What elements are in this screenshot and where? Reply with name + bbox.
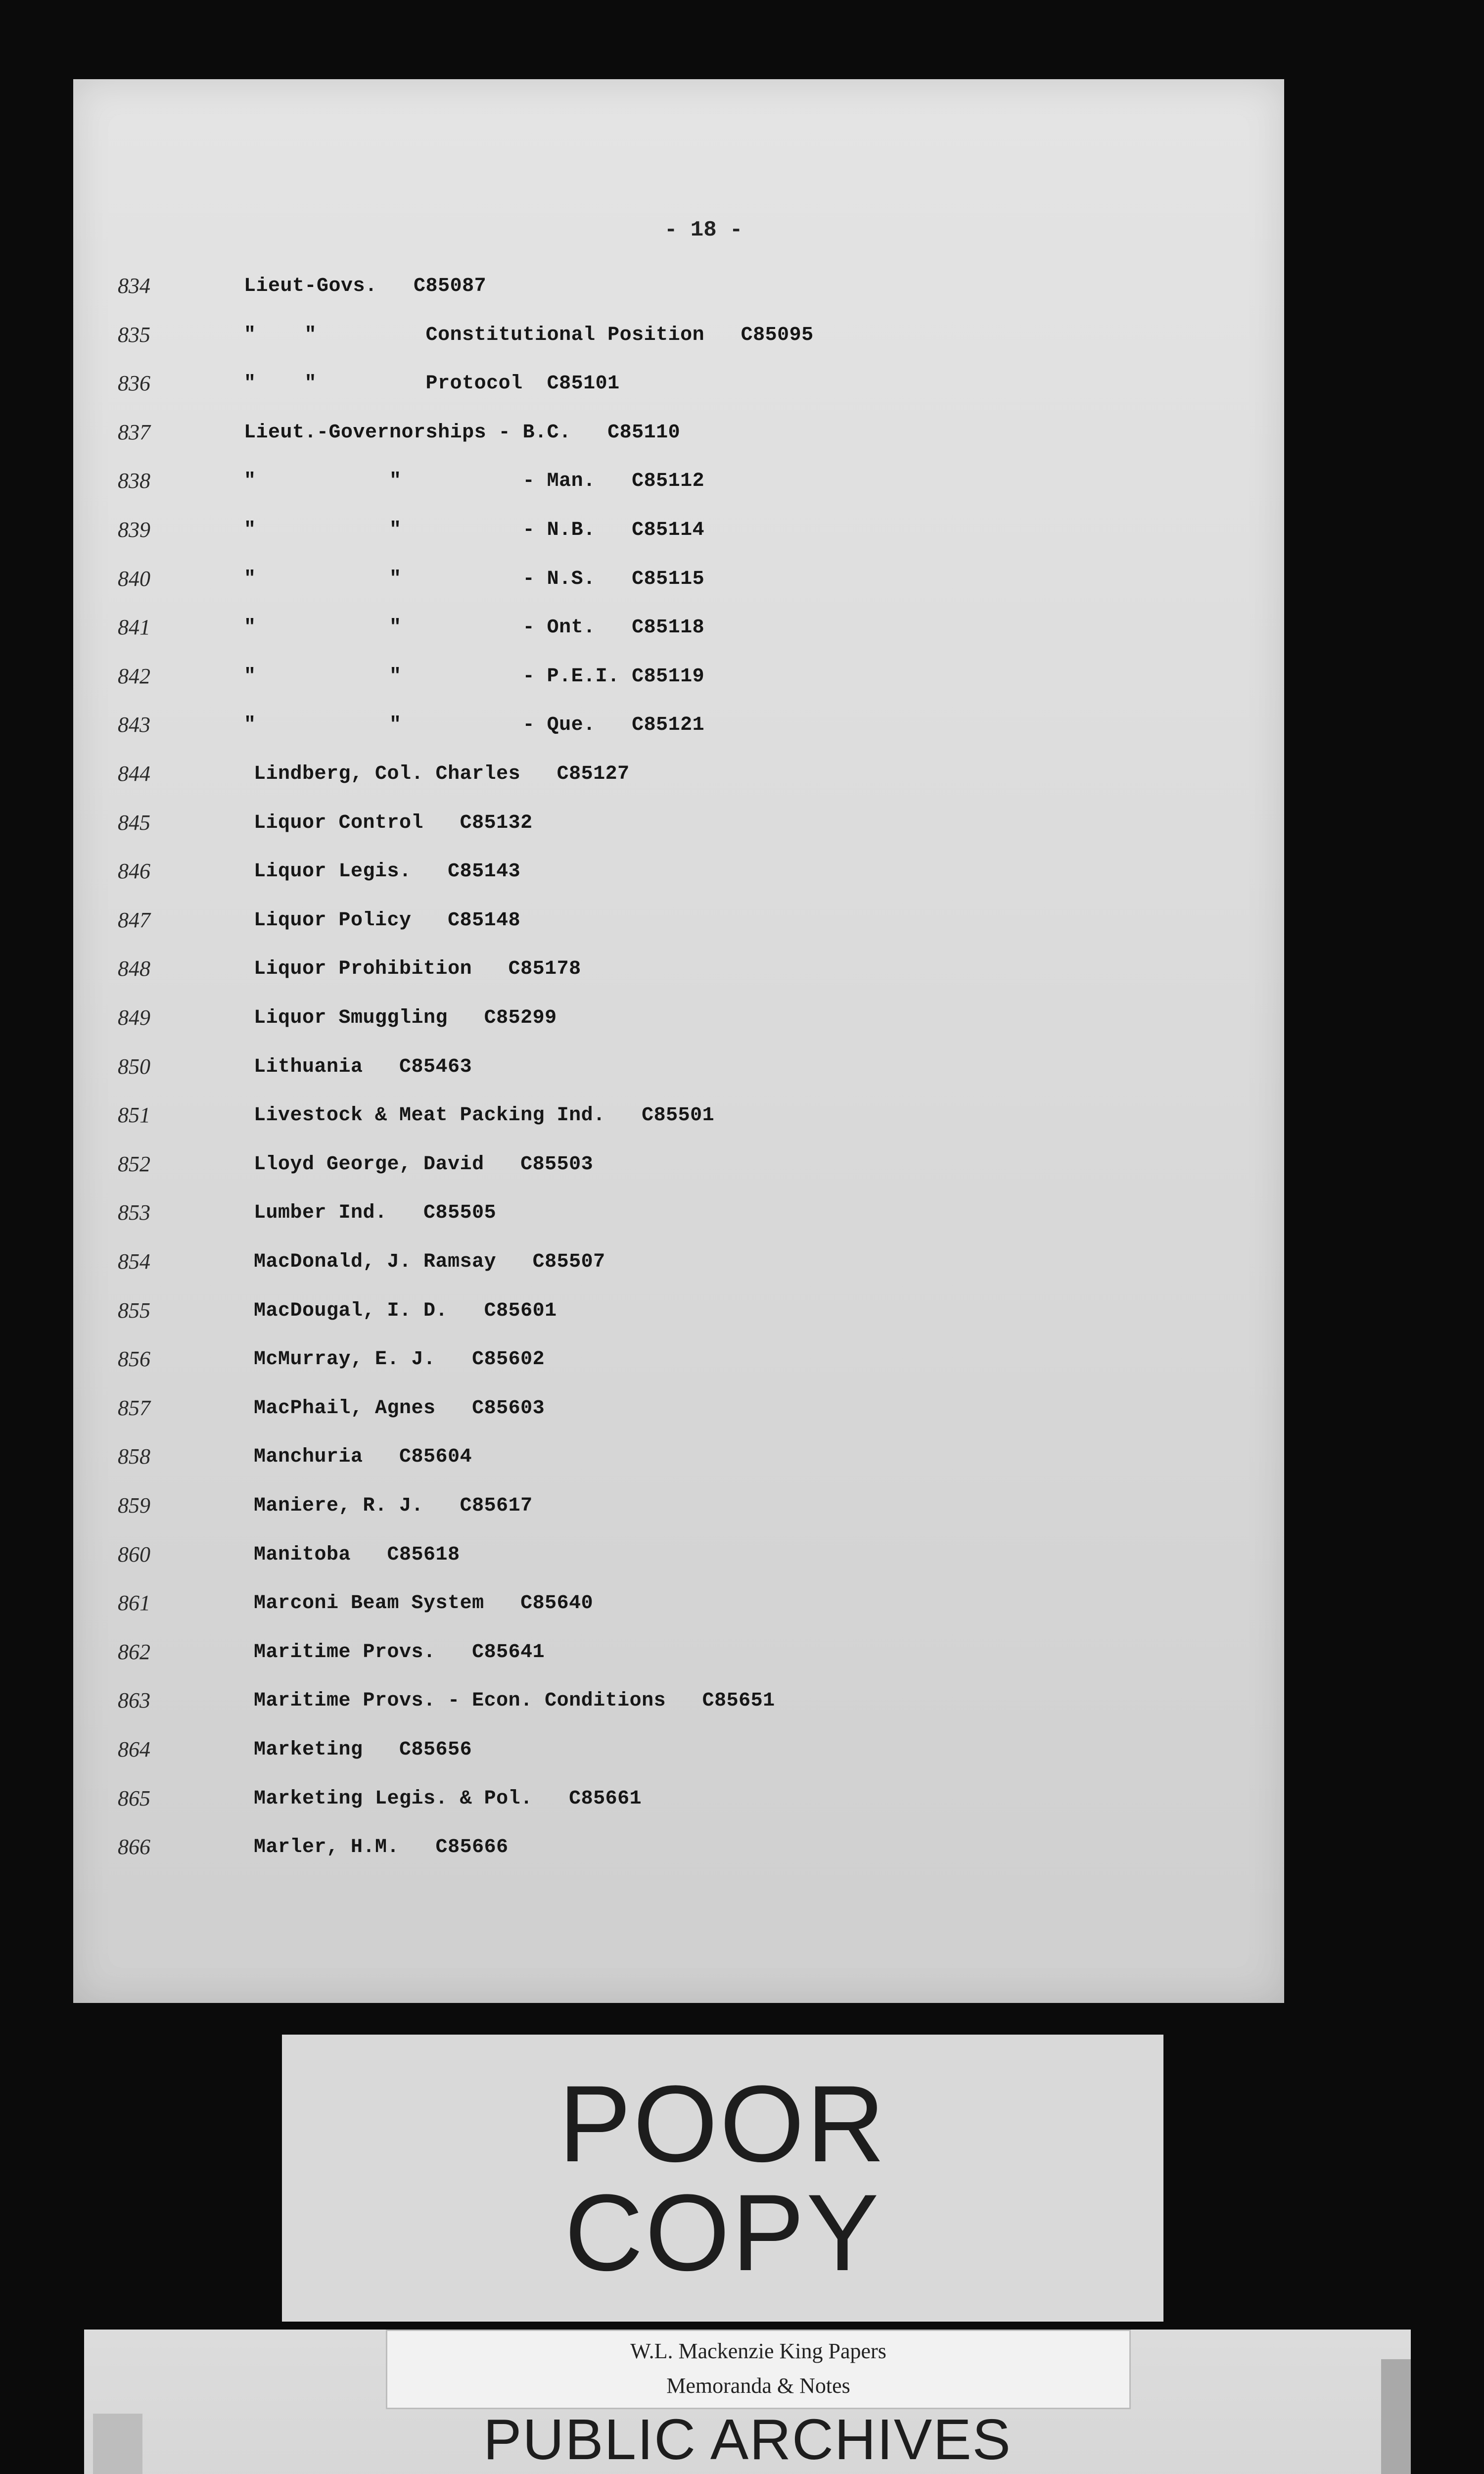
entry-number: 852 [118,1152,150,1176]
poor-copy-line-1: POOR [558,2063,887,2185]
entry-number: 836 [118,371,150,395]
entry-number: 857 [118,1396,150,1420]
entry-number: 853 [118,1200,150,1225]
entry-text: MacDonald, J. Ramsay C85507 [254,1251,605,1273]
index-entry [73,858,1211,888]
entry-number: 862 [118,1640,150,1664]
index-entry [73,761,1211,791]
index-entry [73,322,1211,352]
index-entry [73,615,1211,644]
collection-label-strip [386,2330,1131,2409]
entry-text: " " - N.B. C85114 [244,519,705,541]
entry-text: Livestock & Meat Packing Ind. C85501 [254,1104,715,1127]
entry-text: " " - Ont. C85118 [244,617,705,639]
entry-number: 858 [118,1444,150,1469]
entry-text: Liquor Policy C85148 [254,909,521,932]
entry-text: Lumber Ind. C85505 [254,1202,497,1224]
entry-text: MacDougal, I. D. C85601 [254,1300,557,1322]
entry-number: 861 [118,1591,150,1615]
index-entry [73,664,1211,693]
entry-text: Marconi Beam System C85640 [254,1592,594,1615]
entry-text: " " - P.E.I. C85119 [244,666,705,688]
entry-text: Marler, H.M. C85666 [254,1836,509,1858]
index-entry [73,1298,1211,1328]
archives-label-card [84,2330,1411,2474]
entry-number: 856 [118,1347,150,1371]
entry-text: Liquor Prohibition C85178 [254,958,581,980]
index-entry [73,1737,1211,1766]
entry-number: 851 [118,1103,150,1127]
entry-text: Lithuania C85463 [254,1056,472,1078]
index-entry [73,1639,1211,1669]
entry-number: 864 [118,1737,150,1761]
index-entry [73,956,1211,986]
entry-number: 837 [118,420,150,444]
entry-number: 847 [118,908,150,932]
entry-number: 842 [118,664,150,688]
index-entry [73,273,1211,303]
index-entry [73,1102,1211,1132]
page-number: - 18 - [664,218,743,242]
entry-number: 844 [118,761,150,786]
entry-number: 841 [118,615,150,639]
entry-number: 863 [118,1688,150,1713]
index-entry [73,420,1211,449]
entry-number: 846 [118,859,150,883]
entry-number: 838 [118,469,150,493]
entry-number: 865 [118,1786,150,1810]
index-entry [73,517,1211,547]
collection-name: W.L. Mackenzie King Papers [630,2339,886,2363]
entry-text: Liquor Smuggling C85299 [254,1007,557,1029]
entry-text: Marketing C85656 [254,1739,472,1761]
entry-text: Lloyd George, David C85503 [254,1153,594,1176]
entry-number: 860 [118,1542,150,1567]
index-entry [73,1005,1211,1035]
index-entry [73,566,1211,596]
index-entry [73,1688,1211,1717]
index-entry [73,712,1211,742]
entry-number: 839 [118,518,150,542]
entry-text: Liquor Legis. C85143 [254,860,521,883]
entry-text: " " Constitutional Position C85095 [244,324,814,346]
entry-number: 849 [118,1005,150,1030]
public-archives-heading: PUBLIC ARCHIVES [483,2407,1012,2472]
index-entry [73,1151,1211,1181]
entry-text: " " Protocol C85101 [244,373,620,395]
index-entry [73,1054,1211,1084]
entry-text: Lieut.-Governorships - B.C. C85110 [244,422,681,444]
entry-number: 835 [118,323,150,347]
entry-number: 840 [118,567,150,591]
index-entry [73,1200,1211,1230]
index-entry [73,1346,1211,1376]
poor-copy-line-2: COPY [564,2172,881,2293]
index-entry [73,907,1211,937]
entry-number: 859 [118,1493,150,1518]
scanned-document-page [73,79,1284,2003]
entry-text: " " - N.S. C85115 [244,568,705,590]
entry-text: Maniere, R. J. C85617 [254,1495,533,1517]
entry-text: Liquor Control C85132 [254,812,533,834]
index-entry [73,1834,1211,1864]
entry-number: 855 [118,1298,150,1323]
entry-text: Lindberg, Col. Charles C85127 [254,763,630,785]
entry-text: " " - Que. C85121 [244,714,705,736]
index-entry [73,1493,1211,1522]
entry-text: Manitoba C85618 [254,1544,460,1566]
entry-text: " " - Man. C85112 [244,470,705,492]
entry-number: 848 [118,956,150,981]
entry-number: 854 [118,1249,150,1274]
series-name: Memoranda & Notes [666,2374,850,2398]
index-entry [73,1590,1211,1620]
entry-number: 843 [118,713,150,737]
index-entry [73,1542,1211,1571]
entry-number: 850 [118,1054,150,1079]
index-entry [73,371,1211,400]
entry-text: Marketing Legis. & Pol. C85661 [254,1788,642,1810]
entry-text: MacPhail, Agnes C85603 [254,1397,545,1420]
index-entry [73,810,1211,840]
poor-copy-stamp [282,2035,1163,2322]
entry-text: Maritime Provs. - Econ. Conditions C85651 [254,1690,775,1712]
index-entry [73,1444,1211,1474]
entry-number: 866 [118,1835,150,1859]
index-entry [73,468,1211,498]
index-entry [73,1249,1211,1279]
index-entry [73,1395,1211,1425]
entry-number: 834 [118,274,150,298]
index-entry [73,1786,1211,1815]
entry-text: Maritime Provs. C85641 [254,1641,545,1664]
entry-text: Lieut-Govs. C85087 [244,275,487,297]
entry-text: McMurray, E. J. C85602 [254,1348,545,1371]
entry-number: 845 [118,810,150,835]
entry-text: Manchuria C85604 [254,1446,472,1468]
